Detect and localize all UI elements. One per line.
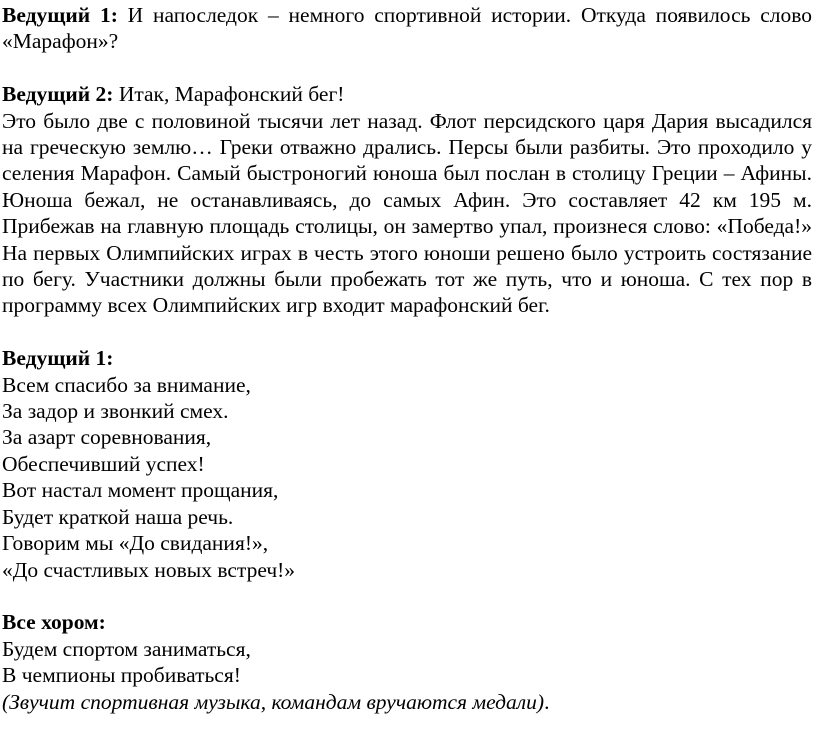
speaker-label: Ведущий 1: [2,346,114,371]
chorus-section [0,609,816,715]
host2-heading [0,81,816,107]
poem-line: За задор и звонкий смех. [2,399,229,424]
poem-line: Обеспечивший успех! [2,451,205,476]
blank-line [0,583,816,609]
stage-direction-end: . [544,689,550,714]
blank-line [0,319,816,345]
marathon-story-paragraph: Это было две с половиной тысячи лет назад. Флот персидского царя Дария высадился на греческую землю… Греки отважно дрались. Персы были разбиты. Это проходило у селения Марафон. Самый быстроногий юноша был послан в столицу Греции – Афины. Юноша бежал, не останавливаясь, до самых Афин. Это составляет 42 км 195 м. Прибежав на главную площадь столицы, он замертво упал, произнеся слово: «Победа!» На первых Олимпийских играх в честь этого юноши решено было устроить состязание по бегу. Участники должны были пробежать тот же путь, что и юноша. С тех пор в программу всех Олимпийских игр входит марафонский бег. [2,108,812,318]
host2-intro-text: Итак, Марафонский бег! [113,82,345,107]
stage-direction-line [2,689,812,715]
stage-direction: (Звучит спортивная музыка, командам вручаются медали) [2,689,545,714]
speaker-label: Ведущий 2: [2,82,114,107]
poem-line: Говорим мы «До свидания!», [2,531,269,556]
chorus-line: В чемпионы пробиваться! [2,663,241,688]
poem-line: Вот настал момент прощания, [2,478,279,503]
chorus-line: Будем спортом заниматься, [2,636,251,661]
poem-section [0,345,816,583]
intro-text: И напоследок – немного спортивной истории. Откуда появилось слово «Марафон»? [2,3,813,54]
intro-paragraph [0,2,816,55]
blank-line [0,55,816,81]
speaker-label: Все хором: [2,610,106,635]
poem-line: Будет краткой наша речь. [2,504,234,529]
poem-line: «До счастливых новых встреч!» [2,557,296,582]
speaker-label: Ведущий 1: [2,3,118,27]
poem-line: За азарт соревнования, [2,425,212,450]
poem-line: Всем спасибо за внимание, [2,372,251,397]
